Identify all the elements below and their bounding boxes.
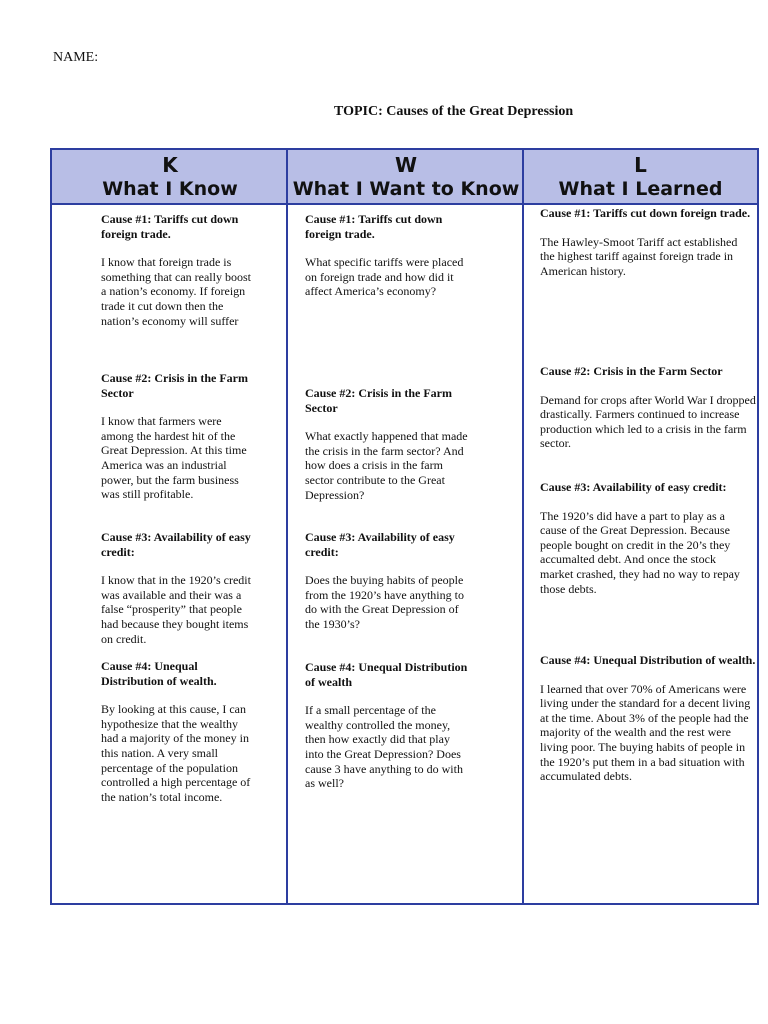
cause-title: Cause #4: Unequal Distribution of wealth. — [540, 653, 756, 667]
learned-cause-1 — [540, 206, 754, 278]
cause-body: Demand for crops after World War I dropped drastically. Farmers continued to increase production which led to a crisis in the farm sector. — [540, 392, 756, 451]
column-title-know: What I Know — [102, 178, 238, 200]
cause-title: Cause #2: Crisis in the Farm Sector — [305, 386, 452, 415]
cause-body: The Hawley-Smoot Tariff act established the highest tariff against foreign trade in American history. — [540, 234, 738, 278]
column-title-want: What I Want to Know — [292, 178, 520, 200]
cause-title: Cause #1: Tariffs cut down foreign trade. — [540, 206, 751, 220]
column-title-learned: What I Learned — [558, 178, 723, 200]
cause-body: What exactly happened that made the crisis in the farm sector? And how does a crisis in the farm sector contribute to the Great Depression? — [305, 429, 468, 502]
learned-cause-3 — [540, 480, 752, 596]
cause-title: Cause #2: Crisis in the Farm Sector — [540, 364, 723, 378]
learned-cause-4 — [540, 653, 756, 784]
cause-title: Cause #1: Tariffs cut down foreign trade. — [101, 212, 239, 241]
cause-title: Cause #2: Crisis in the Farm Sector — [101, 371, 248, 400]
want-cause-4 — [305, 660, 470, 791]
cause-title: Cause #3: Availability of easy credit: — [101, 530, 251, 559]
column-header-learned — [524, 150, 757, 205]
want-cause-2 — [305, 386, 470, 502]
cause-body: By looking at this cause, I can hypothesize that the wealthy had a majority of the money in this nation. A very small percentage of the population controlled a high percentage of the nation’s total income. — [101, 702, 251, 804]
want-cause-1 — [305, 212, 470, 299]
cause-title: Cause #4: Unequal Distribution of wealth — [305, 660, 468, 689]
cause-body: I know that farmers were among the hardest hit of the Great Depression. At this time America was an industrial power, but the farm business was still profitable. — [101, 414, 247, 502]
know-cause-1 — [101, 212, 251, 328]
column-header-want — [288, 150, 524, 205]
want-cause-3 — [305, 530, 470, 632]
learned-cause-2 — [540, 364, 756, 451]
know-cause-3 — [101, 530, 251, 646]
column-letter-k: K — [162, 153, 178, 177]
cause-title: Cause #1: Tariffs cut down foreign trade. — [305, 212, 443, 241]
cause-body: Does the buying habits of people from the 1920’s have anything to do with the Great Depression of the 1930’s? — [305, 573, 464, 631]
name-label: NAME: — [53, 50, 99, 65]
column-divider — [286, 150, 288, 903]
column-divider — [522, 150, 524, 903]
cause-body: I learned that over 70% of Americans were living under the standard for a decent living at the time. About 3% of the people had the majority of the wealth and the rest were living poor. The buying habits of people in the 1920’s put them in a bad situation with accumulated debts. — [540, 681, 751, 784]
cause-title: Cause #4: Unequal Distribution of wealth. — [101, 659, 217, 688]
cause-body: What specific tariffs were placed on foreign trade and how did it affect America’s economy? — [305, 255, 464, 299]
cause-body: I know that foreign trade is something that can really boost a nation’s economy. If foreign trade it cut down then the nation’s economy will suffer — [101, 255, 251, 328]
know-cause-4 — [101, 659, 256, 804]
cause-body: If a small percentage of the wealthy controlled the money, then how exactly did that play into the Great Depression? Does cause 3 have anything to do with as well? — [305, 703, 463, 791]
column-letter-l: L — [634, 153, 647, 177]
topic-heading: TOPIC: Causes of the Great Depression — [334, 104, 574, 119]
column-header-know — [52, 150, 288, 205]
column-letter-w: W — [394, 153, 418, 177]
cause-body: I know that in the 1920’s credit was available and their was a false “prosperity” that people had because they bought items on credit. — [101, 573, 251, 646]
cause-title: Cause #3: Availability of easy credit: — [305, 530, 455, 559]
kwl-table — [50, 148, 759, 905]
know-cause-2 — [101, 371, 251, 502]
cause-body: The 1920’s did have a part to play as a cause of the Great Depression. Because people bought on credit in the 20’s they accumalted debt. And once the stock market crashed, they had no way to repay those debts. — [540, 508, 740, 596]
cause-title: Cause #3: Availability of easy credit: — [540, 480, 727, 494]
